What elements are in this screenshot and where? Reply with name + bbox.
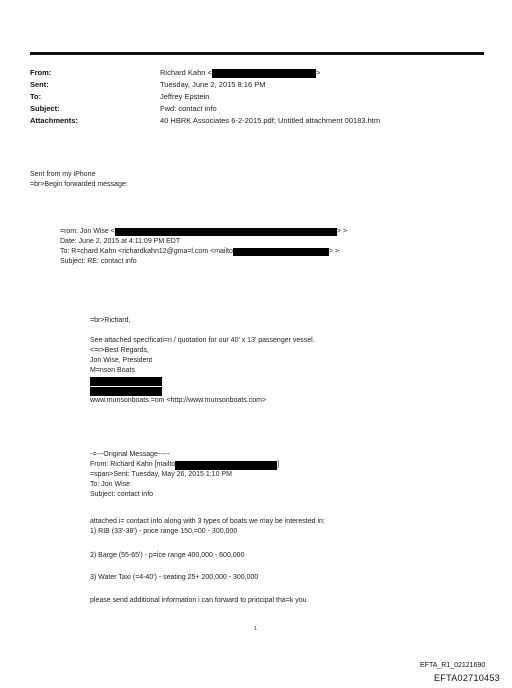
original-paragraph: attached i= contact info along with 3 types of boats we may be interested in: xyxy=(90,518,325,525)
forwarded-to-suffix: > > xyxy=(328,248,339,255)
body-line: See attached specificati=n / quotation for our 40' x 13' passenger vessel. xyxy=(90,337,315,344)
attachments-value: 40 HBRK Associates 6-2-2015.pdf; Untitled attachment 00183.htm xyxy=(160,116,381,125)
forwarded-header xyxy=(60,227,347,267)
bates-reference-1: EFTA_R1_02121690 xyxy=(420,662,486,669)
original-from-suffix: ] xyxy=(277,461,280,468)
sent-label: Sent: xyxy=(30,80,49,89)
redaction-box xyxy=(212,69,316,78)
closing-line: please send additional information i can forward to principal tha=k you xyxy=(90,597,307,604)
bates-reference-2: EFTA02710453 xyxy=(434,673,500,683)
page-number: 1 xyxy=(254,626,258,632)
intro-line: Sent from my iPhone xyxy=(30,171,96,178)
boat-item-block xyxy=(90,551,244,561)
original-from-line xyxy=(90,460,279,470)
forwarded-from-prefix: =rom: Jon Wise < xyxy=(60,228,115,235)
attachments-label: Attachments: xyxy=(30,116,78,125)
redaction-box xyxy=(115,228,337,236)
email-header xyxy=(30,67,500,127)
forwarded-from-line xyxy=(60,227,347,237)
redaction-box xyxy=(175,461,280,470)
redaction-box xyxy=(90,387,162,396)
signature-redaction-row xyxy=(90,386,315,396)
original-message xyxy=(90,450,279,500)
from-suffix: > xyxy=(315,68,321,77)
message-body xyxy=(90,316,315,406)
signature-redaction-row xyxy=(90,376,315,386)
boat-item: 1) RIB (33'-38') - price range 150,=00 - 300,000 xyxy=(90,528,238,535)
subject-label: Subject: xyxy=(30,104,60,113)
from-label: From: xyxy=(30,68,52,77)
header-to-row xyxy=(30,91,500,103)
forwarded-subject-line: Subject: RE: contact info xyxy=(60,258,137,265)
header-sent-row xyxy=(30,79,500,91)
redaction-box xyxy=(233,248,329,256)
original-divider: -=---Original Message----- xyxy=(90,451,170,458)
body-line: Jon Wise, President xyxy=(90,357,153,364)
intro-block xyxy=(30,170,128,190)
original-subject-line: Subject: contact info xyxy=(90,491,154,498)
boat-item: 2) Barge (55-65') - p=ice range 400,000 - 600,000 xyxy=(90,552,245,559)
redaction-box xyxy=(90,377,162,386)
forwarded-to-prefix: To: R=chard Kahn <richardkahn12@gma=l.com <mailto xyxy=(60,248,233,255)
to-value: Jeffrey Epstein xyxy=(160,92,210,101)
subject-value: Fwd: contact info xyxy=(160,104,217,113)
original-from-prefix: From: Richard Kahn [mailto xyxy=(90,461,176,468)
body-line: <=r>Best Regards, xyxy=(90,347,149,354)
header-subject-row xyxy=(30,103,500,115)
boat-item: 3) Water Taxi (=4-40') - seating 25+ 200,000 - 300,000 xyxy=(90,574,259,581)
sent-value: Tuesday, June 2, 2015 8:16 PM xyxy=(160,80,266,89)
intro-line: =br>Begin forwarded message: xyxy=(30,181,128,188)
forwarded-date-line: Date: June 2, 2015 at 4:11:09 PM EDT xyxy=(60,238,181,245)
header-rule xyxy=(30,52,484,55)
boat-item-block xyxy=(90,573,258,583)
body-line: M=nson Boats xyxy=(90,367,135,374)
header-attachments-row xyxy=(30,115,500,127)
header-from-row xyxy=(30,67,500,79)
from-name: Richard Kahn < xyxy=(160,68,212,77)
closing-block xyxy=(90,596,307,606)
body-spacer xyxy=(90,326,315,336)
body-greeting: =br>Richard, xyxy=(90,317,131,324)
original-sent-line: =span>Sent: Tuesday, May 26, 2015 1:10 PM xyxy=(90,471,232,478)
original-message-body xyxy=(90,517,325,537)
from-value xyxy=(160,67,320,79)
original-to-line: To: Jon Wise xyxy=(90,481,131,488)
forwarded-to-line xyxy=(60,247,347,257)
forwarded-from-suffix: > > xyxy=(336,228,347,235)
to-label: To: xyxy=(30,92,42,101)
body-website: www.munsonboats.=om <http://www.munsonboats.com> xyxy=(90,397,267,404)
